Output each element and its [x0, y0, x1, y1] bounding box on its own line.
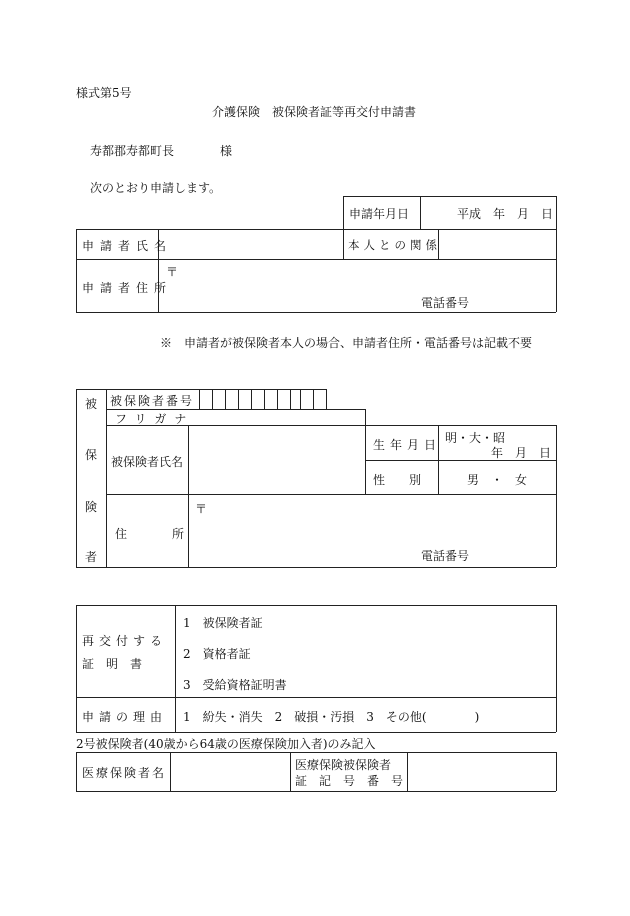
insured-address-label-1: 住 — [115, 527, 128, 541]
birth-date-label: 生年月日 — [373, 438, 442, 452]
relation-label: 本人との関係 — [348, 238, 441, 252]
sex-label: 性 別 — [373, 473, 422, 487]
intro-text: 次のとおり申請します。 — [90, 181, 222, 195]
insured-phone-label: 電話番号 — [421, 549, 470, 563]
reissue-option-3[interactable]: 3 受給資格証明書 — [183, 678, 287, 692]
insured-postal-mark: 〒 — [195, 502, 208, 516]
reissue-doc-label-2: 証 明 書 — [82, 657, 143, 671]
type2-note: 2号被保険者(40歳から64歳の医療保険加入者)のみ記入 — [76, 737, 376, 751]
insured-name-field[interactable] — [190, 427, 364, 493]
insurer-name-field[interactable] — [172, 754, 289, 790]
reason-options[interactable]: 1 紛失・消失 2 破損・汚損 3 その他( ) — [183, 710, 480, 724]
furigana-label: フリガナ — [115, 412, 195, 426]
insured-address-label-2: 所 — [172, 527, 185, 541]
insured-side-char-4: 者 — [85, 550, 98, 564]
applicant-name-label: 申請者氏名 — [82, 239, 173, 253]
birth-ymd[interactable]: 年 月 日 — [491, 446, 552, 460]
relation-field[interactable] — [440, 231, 555, 258]
application-date-label: 申請年月日 — [349, 207, 410, 221]
postal-mark: 〒 — [166, 265, 179, 279]
applicant-name-field[interactable] — [160, 231, 342, 258]
form-number: 様式第5号 — [76, 86, 132, 100]
reissue-option-2[interactable]: 2 資格者証 — [183, 647, 251, 661]
reissue-option-1[interactable]: 1 被保険者証 — [183, 616, 263, 630]
insured-side-char-1: 被 — [85, 397, 98, 411]
applicant-note: ※ 申請者が被保険者本人の場合、申請者住所・電話番号は記載不要 — [160, 336, 533, 350]
insured-name-label: 被保険者氏名 — [111, 455, 184, 469]
recipient-honorific: 様 — [220, 144, 233, 158]
insurance-number-label-1: 医療保険被保険者 — [295, 758, 392, 772]
applicant-address-label: 申請者住所 — [82, 281, 173, 295]
insurer-name-label: 医療保険者名 — [82, 766, 167, 780]
phone-label: 電話番号 — [421, 296, 470, 310]
recipient-name: 寿都郡寿都町長 — [90, 144, 175, 158]
insurance-number-field[interactable] — [409, 754, 555, 790]
insured-side-char-2: 保 — [85, 448, 98, 462]
application-date-value[interactable]: 平成 年 月 日 — [457, 207, 554, 221]
sex-value[interactable]: 男 ・ 女 — [467, 473, 528, 487]
reason-label: 申請の理由 — [82, 710, 168, 724]
insured-side-char-3: 険 — [85, 500, 98, 514]
birth-era[interactable]: 明・大・昭 — [445, 431, 506, 445]
insured-number-label: 被保険者番号 — [110, 394, 195, 408]
reissue-doc-label-1: 再交付する — [82, 634, 168, 648]
insurance-number-label-2: 証 記 号 番 号 — [295, 774, 404, 788]
form-title: 介護保険 被保険者証等再交付申請書 — [212, 105, 417, 119]
